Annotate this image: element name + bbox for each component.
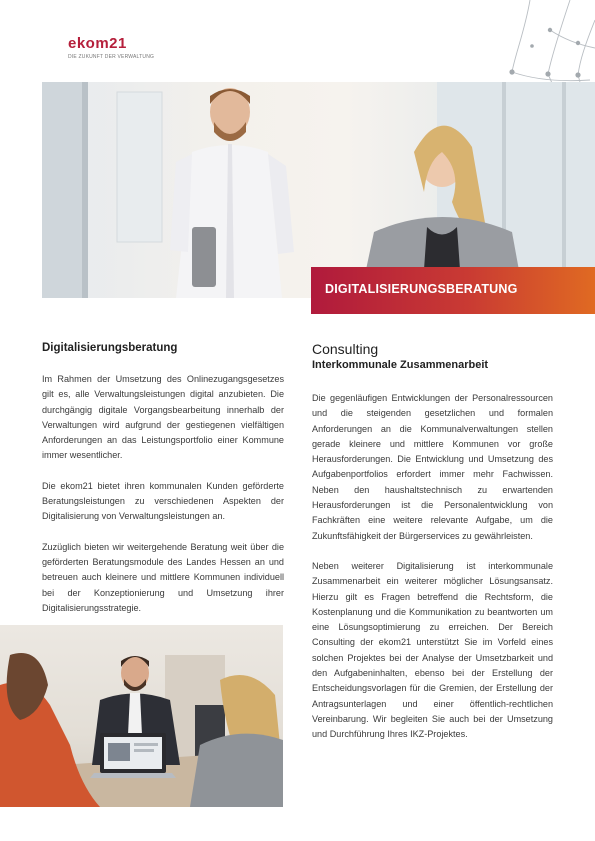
meeting-photo xyxy=(0,625,283,807)
logo-wordmark: ekom21 xyxy=(68,35,127,52)
banner-title: DIGITALISIERUNGSBERATUNG xyxy=(325,282,518,296)
right-column xyxy=(312,341,553,758)
logo-tagline: DIE ZUKUNFT DER VERWALTUNG xyxy=(68,54,155,60)
right-paragraph-2: Neben weiterer Digitalisierung ist interkommunale Zusammenarbeit ein weiterer möglicher Lösungsansatz. Hierzu gilt es Fragen betreffend die Rechtsform, die Kostenplanung und die Kommunikation zu beantworten um eine Lösungsoptimierung zu erreichen. Der Bereich Consulting der ekom21 unterstützt Sie im Vorfeld eines solchen Projektes bei der Analyse der Umsetzbarkeit und den Aufgabeninhalten, ebenso bei der Erstellung der Entscheidungsvorlagen für die Gremien, der Erstellung der Antragsunterlagen und einer öffentlich-rechtlichen Vereinbarung. Wir begleiten Sie auch bei der Umsetzung und Durchführung Ihres IKZ-Projektes. xyxy=(312,560,553,740)
left-column xyxy=(42,340,284,631)
right-subheading: Interkommunale Zusammenarbeit xyxy=(312,359,489,371)
right-paragraph-1: Die gegenläufigen Entwicklungen der Personalressourcen und die steigenden gesetzlichen und formalen Anforderungen an die Kommunalverwaltungen stellen gerade kleinere und mittlere Kommunen vor große Herausforderungen. Die Entwicklung und Umsetzung des Aufgabenportfolios erfordert immer mehr Fachwissen. Neben den haushaltstechnisch zu erwartenden Herausforderungen ist die Personalentwicklung von Fachkräften eine weitere relevante Aufgabe, um die Zukunftsfähigkeit der Bürgerservices zu gewährleisten. xyxy=(312,393,553,541)
left-paragraph-1: Im Rahmen der Umsetzung des Onlinezugangsgesetzes gilt es, alle Verwaltungsleistungen digital anzubieten. Die durchgängig digitale Vorgangsbearbeitung innerhalb der Verwaltungen wird aufgrund der gestiegenen vielfältigen Anforderungen an das Leistungsportfolio einer Kommune immer wesentlicher. xyxy=(42,374,284,461)
left-heading: Digitalisierungsberatung xyxy=(42,342,178,354)
right-heading: Consulting xyxy=(312,341,379,357)
left-paragraph-3: Zuzüglich bieten wir weitergehende Beratung weit über die geförderten Beratungsmodule des Landes Hessen an und betreuen auch kleinere und mittlere Kommunen individuell bei der Konzeptionierung und Umsetzung ihrer Digitalisierungsstrategie. xyxy=(42,541,284,613)
hero-photo xyxy=(42,82,595,298)
left-paragraph-2: Die ekom21 bietet ihren kommunalen Kunden geförderte Beratungsleistungen zu verschiedenen Aspekten der Digitalisierung von Verwaltungsleistungen an. xyxy=(42,480,284,522)
section-banner xyxy=(311,267,595,314)
ekom21-logo xyxy=(68,36,178,64)
